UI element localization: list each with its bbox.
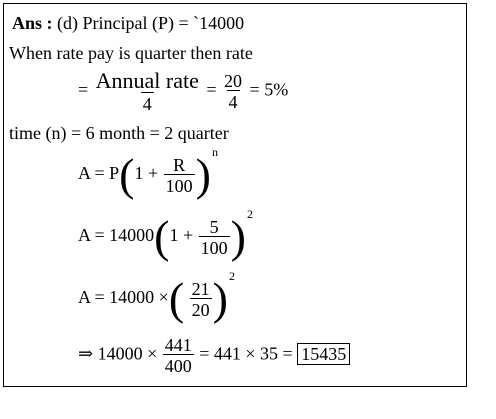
fraction-20-4 xyxy=(222,72,244,111)
equals-sign: = xyxy=(206,79,217,100)
exponent: n xyxy=(211,145,218,159)
exponent: 2 xyxy=(228,269,235,283)
numerator: 20 xyxy=(224,71,243,91)
computation-text: = 441 × 35 = xyxy=(199,343,293,364)
numerator: 5 xyxy=(209,216,219,237)
rate-statement-text: When rate pay is quarter then rate xyxy=(9,43,253,63)
formula-lead: ⇒ 14000 × xyxy=(78,343,158,364)
answer-line xyxy=(12,14,244,32)
one-plus: 1 + xyxy=(169,225,194,246)
formula-lead: A = 14000 xyxy=(78,225,155,246)
fraction-21-20 xyxy=(190,280,212,319)
close-paren: ) xyxy=(195,149,211,200)
denominator: 20 xyxy=(191,299,210,320)
denominator: 100 xyxy=(165,175,193,196)
numerator: 21 xyxy=(191,278,210,299)
denominator: 4 xyxy=(228,92,238,112)
principal-text: (d) Principal (P) = `14000 xyxy=(57,13,245,33)
ans-label: Ans : xyxy=(12,13,53,33)
time-text: time (n) = 6 month = 2 quarter xyxy=(9,123,229,143)
denominator: 400 xyxy=(164,356,192,376)
open-paren: ( xyxy=(119,149,135,200)
one-plus: 1 + xyxy=(134,163,159,184)
numerator: 441 xyxy=(164,335,192,355)
numerator: R xyxy=(173,154,186,175)
rate-equation xyxy=(78,70,288,113)
denominator: 100 xyxy=(200,237,228,258)
final-line xyxy=(78,336,350,375)
fraction-441-400 xyxy=(163,336,194,375)
substitution-line xyxy=(78,207,253,262)
final-answer: 15435 xyxy=(297,343,350,365)
denominator: 4 xyxy=(142,94,152,114)
fraction-r-100 xyxy=(164,156,195,195)
formula-lead: A = 14000 × xyxy=(78,287,169,308)
close-paren: ) xyxy=(230,211,246,262)
time-line xyxy=(9,124,229,142)
rate-result: = 5% xyxy=(249,79,289,100)
open-paren: ( xyxy=(154,211,170,262)
open-paren: ( xyxy=(168,273,185,324)
equals-sign: = xyxy=(78,79,89,100)
numerator: Annual rate xyxy=(95,68,199,93)
simplified-line xyxy=(78,269,235,324)
fraction-annual-rate xyxy=(94,70,201,113)
exponent: 2 xyxy=(246,207,253,221)
fraction-5-100 xyxy=(199,218,230,257)
close-paren: ) xyxy=(212,273,228,324)
compound-formula xyxy=(78,145,218,200)
rate-statement xyxy=(9,44,253,62)
formula-lead: A = P xyxy=(78,163,120,184)
